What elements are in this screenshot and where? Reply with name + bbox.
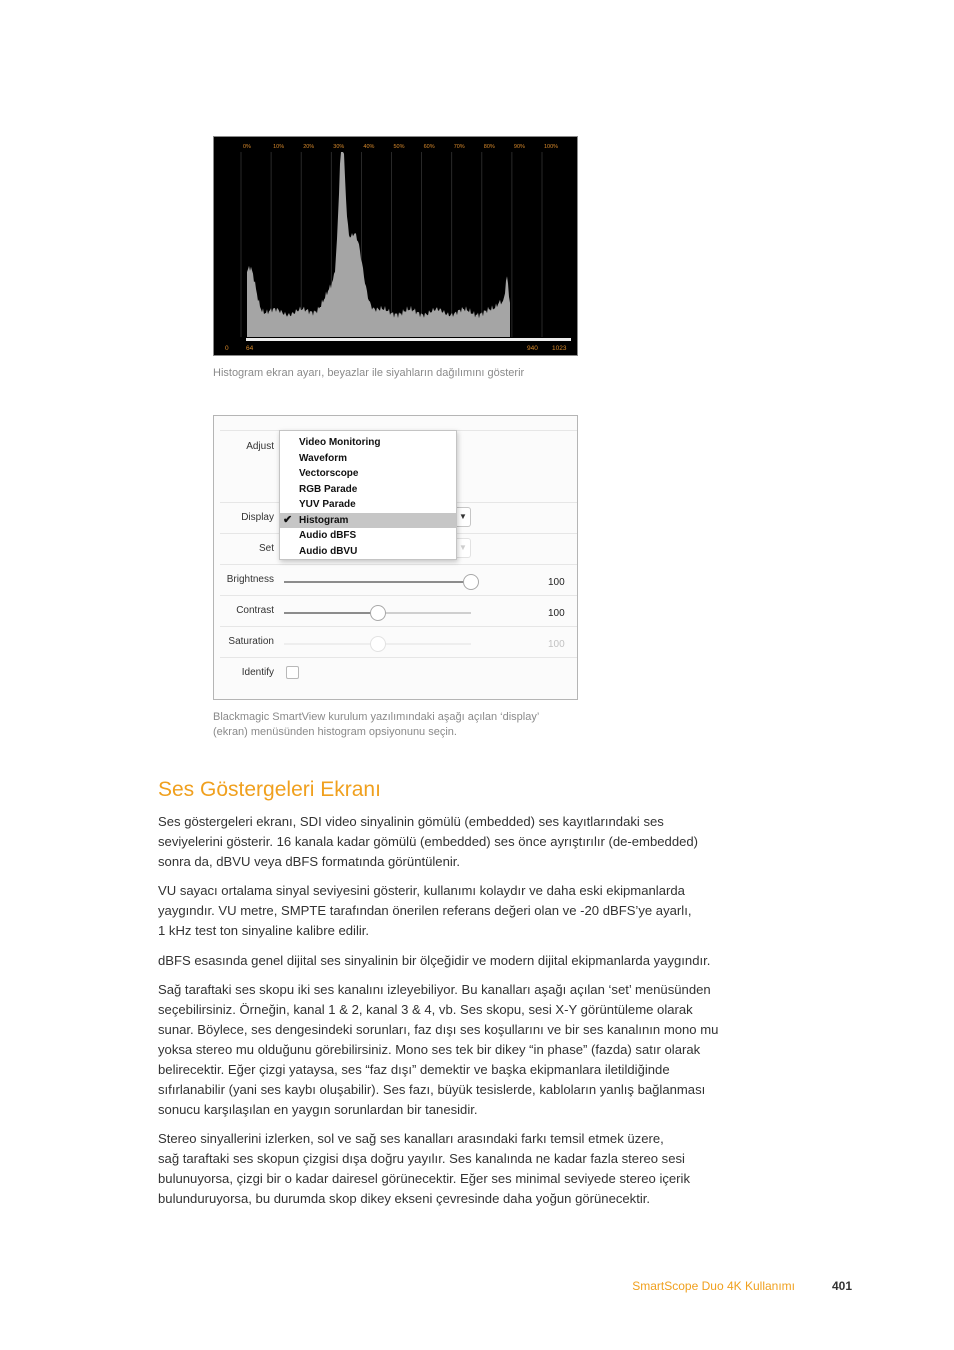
smartview-caption-line: Blackmagic SmartView kurulum yazılımındaki aşağı açılan ‘display’: [213, 711, 540, 723]
brightness-slider-fill: [284, 581, 471, 583]
menu-item-yuv-parade[interactable]: YUV Parade: [299, 499, 356, 510]
set-label: Set: [258, 543, 274, 554]
chevron-down-icon: ▼: [459, 512, 467, 521]
histogram-tick-label: 0%: [243, 144, 251, 150]
smartview-caption-line: (ekran) menüsünden histogram opsiyonunu seçin.: [213, 726, 457, 738]
text-line: belirecektir. Eğer çizgi yataysa, ses “faz dışı” demektir ve başka ekipmanlara iletildiğinde: [158, 1062, 670, 1077]
saturation-slider-fill: [284, 643, 378, 645]
checkmark-icon: ✔: [283, 513, 293, 526]
histogram-gradient-bar: [246, 338, 571, 341]
contrast-slider[interactable]: [284, 612, 471, 614]
text-line: sağ taraftaki ses skopun çizgisi dışa doğru yayılır. Ses kanalında ne kadar fazla stereo sesi: [158, 1151, 685, 1166]
text-line: sıfırlanabilir (yani ses kaybı oluşabilir). Ses fazı, büyük tesislerde, kabloların yanlış bağlanması: [158, 1082, 706, 1097]
paragraph-2: [158, 881, 798, 941]
text-line: sunar. Böylece, ses dengesindeki sorunları, faz dışı ses koşullarını ve bir ses kanalının mono mu: [158, 1022, 719, 1037]
text-line: seviyelerini gösterir. 16 kanala kadar gömülü (embedded) ses önce ayrıştırılır (de-embedded): [158, 834, 699, 849]
paragraph-1: [158, 812, 798, 872]
saturation-label: Saturation: [228, 636, 274, 647]
chevron-down-icon: ▼: [459, 543, 467, 552]
bottom-label-0: 0: [225, 345, 229, 352]
menu-item-audio-dbfs[interactable]: Audio dBFS: [299, 530, 357, 541]
menu-item-vectorscope[interactable]: Vectorscope: [299, 468, 359, 479]
text-line: yaygındır. VU metre, SMPTE tarafından önerilen referans değeri olan ve -20 dBFS’ye ayarlı,: [158, 903, 692, 918]
paragraph-4: [158, 980, 798, 1120]
footer-title: SmartScope Duo 4K Kullanımı: [632, 1279, 795, 1293]
histogram-tick-label: 40%: [363, 144, 375, 150]
menu-item-video-monitoring[interactable]: Video Monitoring: [299, 437, 381, 448]
text-line: VU sayacı ortalama sinyal seviyesini gösterir, kullanımı kolaydır ve daha eski ekipmanlarda: [158, 883, 685, 898]
text-line: Sağ taraftaki ses skopu iki ses kanalını izleyebiliyor. Bu kanalları aşağı açılan ‘set’ menüsünden: [158, 982, 711, 997]
histogram-plot: [214, 137, 577, 355]
brightness-value: 100: [548, 577, 565, 588]
text-line: seçebilirsiniz. Örneğin, kanal 1 & 2, kanal 3 & 4, vb. Ses skopu, sesi X-Y görüntüleme olarak: [158, 1002, 693, 1017]
contrast-slider-knob[interactable]: [370, 605, 386, 621]
text-line: sonucu karşılaşılan en yaygın sorunlardan bir tanesidir.: [158, 1102, 478, 1117]
display-label: Display: [241, 512, 274, 523]
identify-label: Identify: [241, 667, 274, 678]
menu-item-waveform[interactable]: Waveform: [299, 452, 347, 464]
histogram-tick-label: 80%: [483, 144, 495, 150]
display-select-arrow[interactable]: [456, 507, 471, 527]
text-line: bulunduruyorsa, bu durumda skop dikey ekseni çevresinde daha yoğun görünecektir.: [158, 1191, 651, 1206]
text-line: 1 kHz test ton sinyaline kalibre edilir.: [158, 923, 370, 938]
separator: [220, 564, 577, 565]
text-line: dBFS esasında genel dijital ses sinyalinin bir ölçeğidir ve modern dijital ekipmanlarda yaygındır.: [158, 953, 711, 968]
paragraph-5: [158, 1129, 798, 1209]
histogram-caption: Histogram ekran ayarı, beyazlar ile siyahların dağılımını gösterir: [213, 367, 525, 379]
paragraph-3: [158, 951, 798, 971]
histogram-figure: [213, 136, 578, 356]
identify-checkbox[interactable]: [286, 666, 299, 679]
smartview-caption: [213, 710, 613, 740]
text-line: sonra da, dBVU veya dBFS formatında görüntülenir.: [158, 854, 461, 869]
separator: [220, 626, 577, 627]
histogram-tick-label: 60%: [423, 144, 435, 150]
contrast-value: 100: [548, 608, 565, 619]
brightness-slider[interactable]: [284, 581, 471, 583]
histogram-tick-label: 10%: [273, 144, 285, 150]
saturation-value: 100: [548, 639, 565, 650]
histogram-distribution: [247, 152, 510, 337]
contrast-label: Contrast: [236, 605, 274, 616]
brightness-label: Brightness: [226, 574, 274, 585]
histogram-tick-label: 20%: [303, 144, 315, 150]
separator: [220, 657, 577, 658]
saturation-slider[interactable]: [284, 643, 471, 645]
histogram-tick-label: 90%: [513, 144, 525, 150]
smartview-settings-panel: [213, 415, 578, 700]
contrast-slider-fill: [284, 612, 378, 614]
text-line: yoksa stereo mu olduğunu görebilirsiniz. Mono ses tek bir dikey “in phase” (fazda) satır olarak: [158, 1042, 701, 1057]
bottom-label-64: 64: [246, 345, 254, 352]
text-line: bulunuyorsa, çizgi bir o kadar dairesel görünecektir. Eğer ses minimal seviyede stereo içerik: [158, 1171, 690, 1186]
display-dropdown-menu: [279, 430, 457, 560]
set-select-arrow[interactable]: [456, 538, 471, 558]
histogram-tick-label: 30%: [333, 144, 345, 150]
menu-item-audio-dbvu[interactable]: Audio dBVU: [299, 545, 358, 557]
section-heading: Ses Göstergeleri Ekranı: [158, 778, 381, 801]
histogram-tick-label: 100%: [544, 144, 559, 150]
menu-item-histogram-label: Histogram: [299, 514, 349, 526]
brightness-slider-knob[interactable]: [463, 574, 479, 590]
menu-item-rgb-parade[interactable]: RGB Parade: [299, 483, 358, 495]
histogram-tick-label: 70%: [453, 144, 465, 150]
saturation-slider-knob[interactable]: [370, 636, 386, 652]
bottom-label-1023: 1023: [552, 345, 567, 352]
menu-item-histogram[interactable]: [280, 513, 456, 528]
page-number: 401: [832, 1279, 853, 1293]
adjust-label: Adjust: [246, 441, 274, 452]
separator: [220, 595, 577, 596]
bottom-label-940: 940: [527, 345, 538, 352]
histogram-tick-label: 50%: [393, 144, 405, 150]
text-line: Ses göstergeleri ekranı, SDI video sinyalinin gömülü (embedded) ses kayıtlarındaki ses: [158, 814, 664, 829]
text-line: Stereo sinyallerini izlerken, sol ve sağ ses kanalları arasındaki farkı temsil etmek üzere,: [158, 1131, 664, 1146]
